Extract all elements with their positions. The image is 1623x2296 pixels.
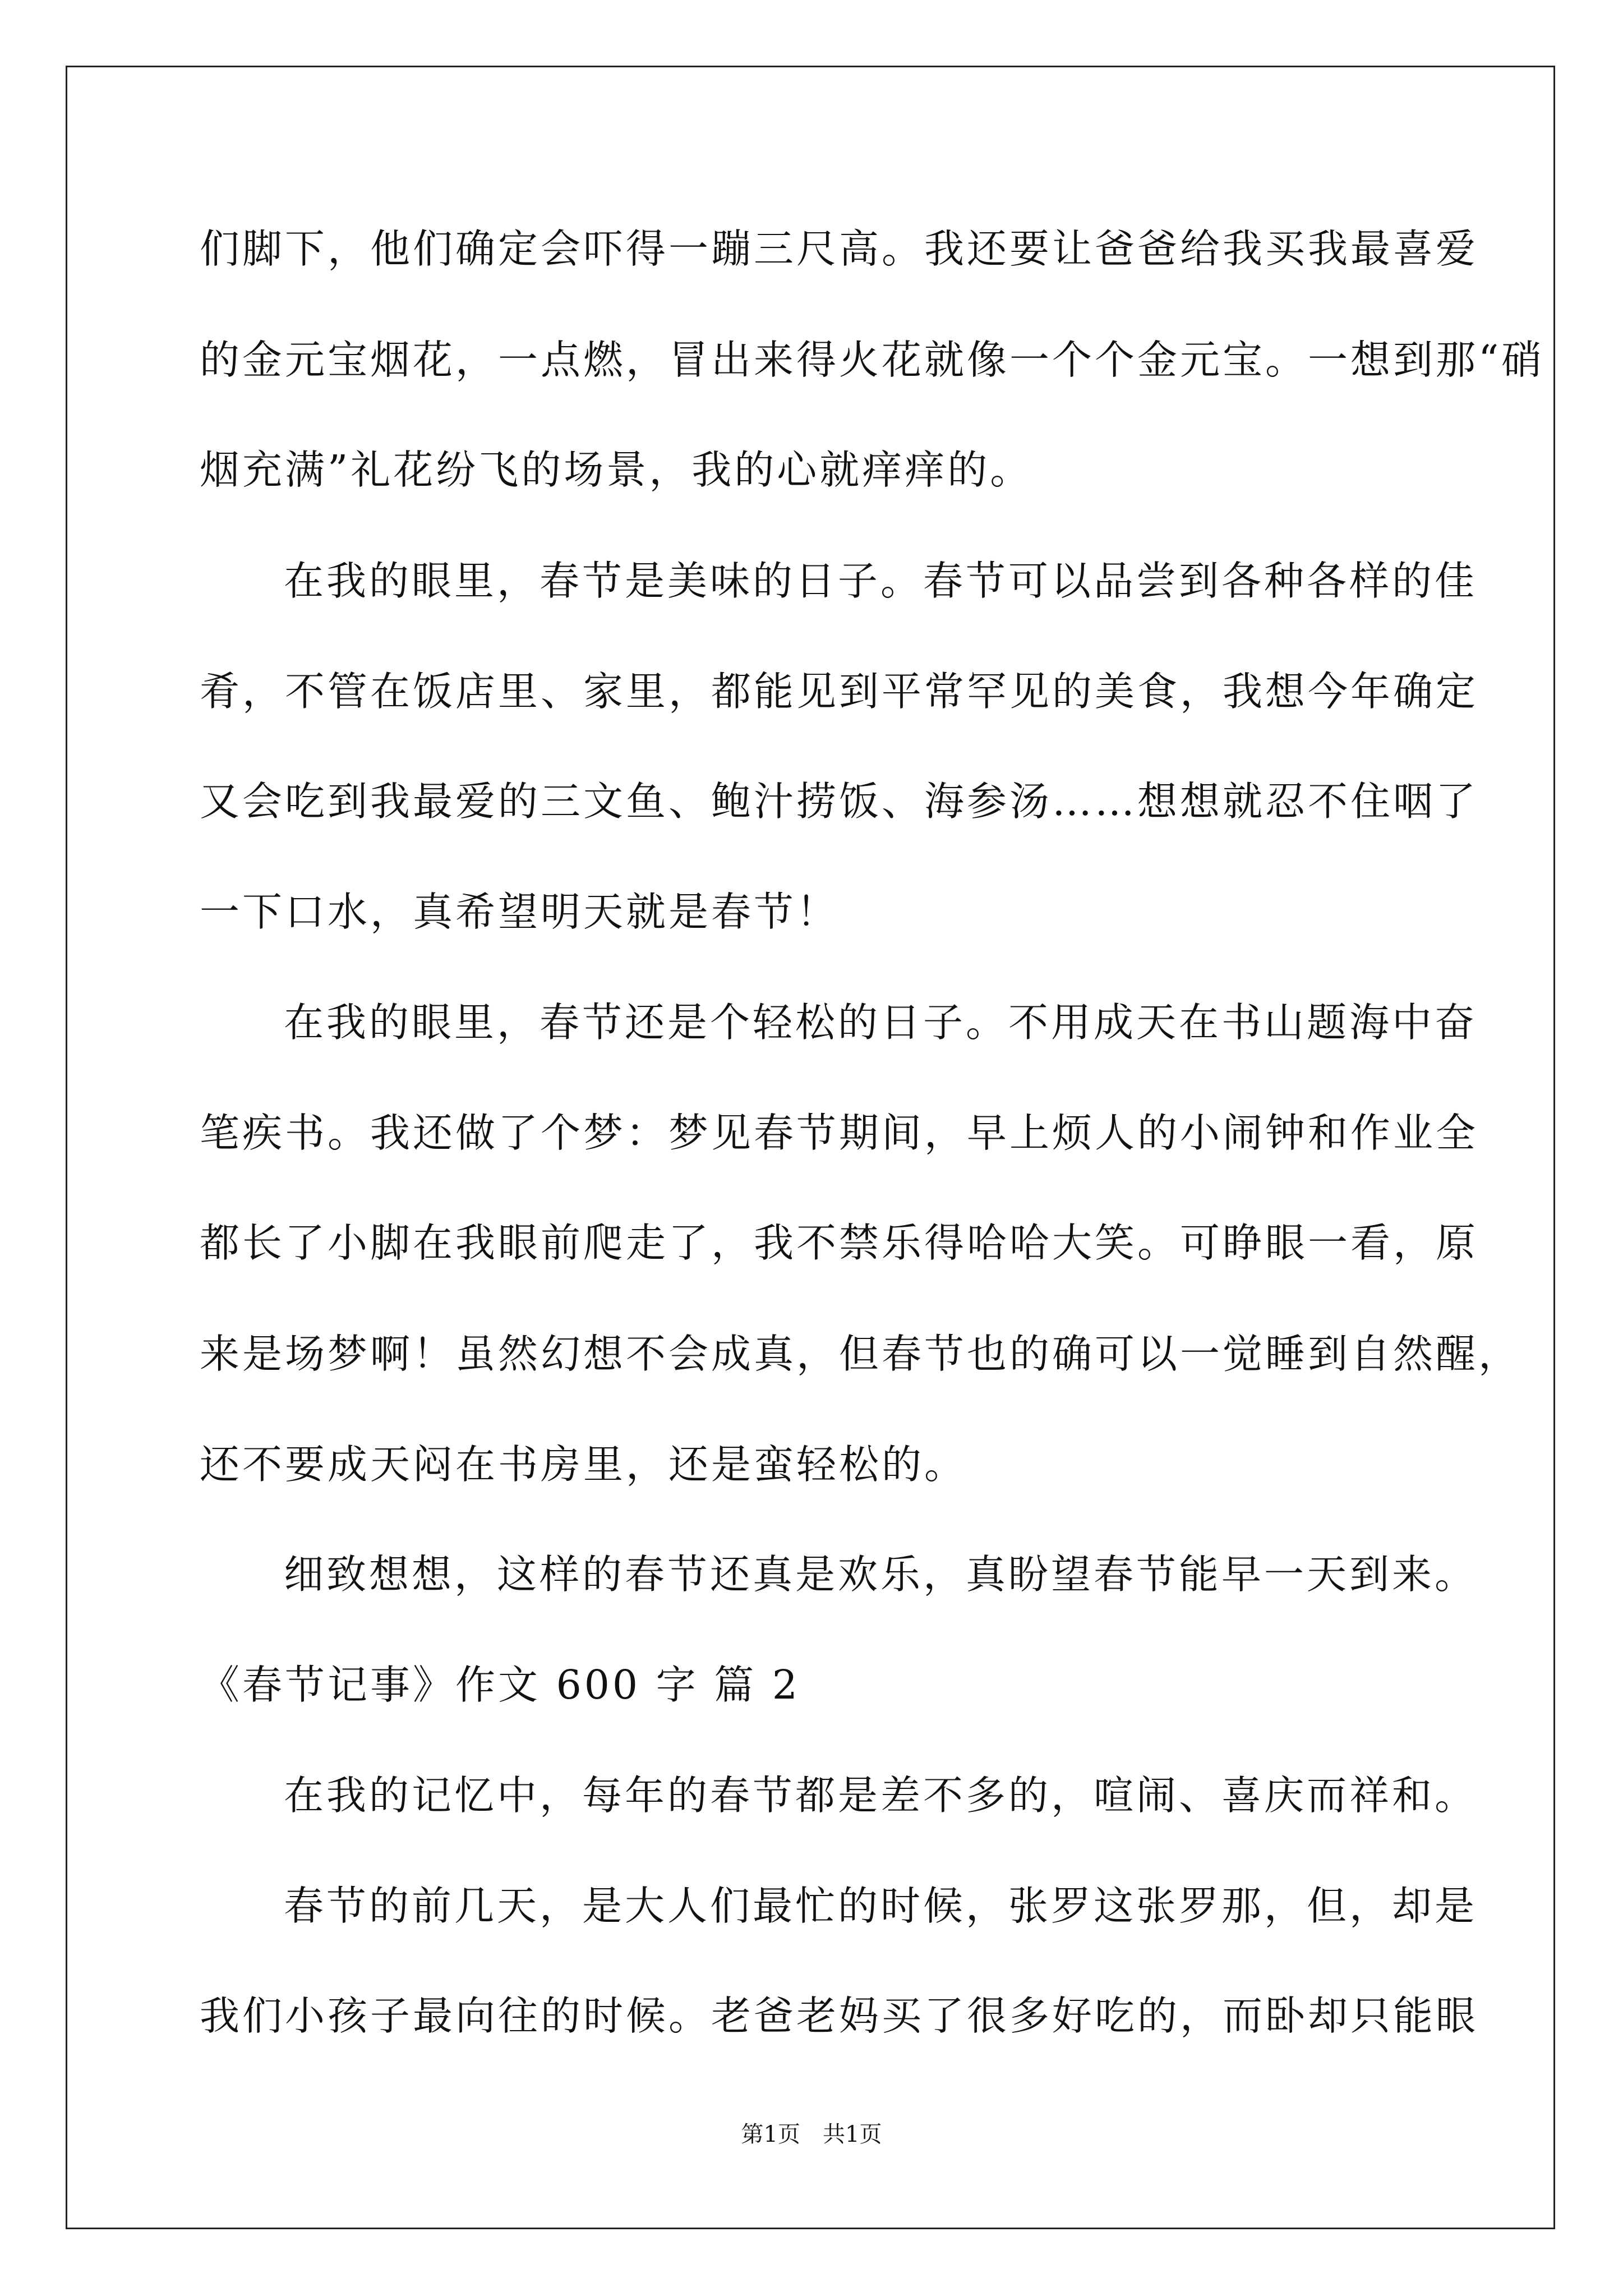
paragraph-line: 们脚下，他们确定会吓得一蹦三尺高。我还要让爸爸给我买我最喜爱 xyxy=(200,226,1479,272)
paragraph-line: 细致想想，这样的春节还真是欢乐，真盼望春节能早一天到来。 xyxy=(284,1551,1478,1598)
paragraph-line: 一下口水，真希望明天就是春节！ xyxy=(200,889,840,935)
paragraph-line: 又会吃到我最爱的三文鱼、鲍汁捞饭、海参汤……想想就忍不住咽了 xyxy=(200,778,1479,825)
paragraph-line: 的金元宝烟花，一点燃，冒出来得火花就像一个个金元宝。一想到那“硝 xyxy=(200,337,1544,383)
paragraph-line: 烟充满”礼花纷飞的场景，我的心就痒痒的。 xyxy=(200,447,1033,493)
paragraph-line: 在我的眼里，春节是美味的日子。春节可以品尝到各种各样的佳 xyxy=(284,558,1478,604)
paragraph-line: 来是场梦啊！虽然幻想不会成真，但春节也的确可以一觉睡到自然醒， xyxy=(200,1331,1521,1377)
paragraph-line: 还不要成天闷在书房里，还是蛮轻松的。 xyxy=(200,1441,967,1488)
section-heading: 《春节记事》作文 600 字 篇 2 xyxy=(200,1662,800,1708)
paragraph-line: 我们小孩子最向往的时候。老爸老妈买了很多好吃的，而卧却只能眼 xyxy=(200,1993,1479,2039)
paragraph-line: 在我的记忆中，每年的春节都是差不多的，喧闹、喜庆而祥和。 xyxy=(284,1772,1478,1819)
paragraph-line: 在我的眼里，春节还是个轻松的日子。不用成天在书山题海中奋 xyxy=(284,999,1478,1046)
paragraph-line: 肴，不管在饭店里、家里，都能见到平常罕见的美食，我想今年确定 xyxy=(200,668,1479,715)
page-number-footer: 第1页 共1页 xyxy=(741,2122,882,2147)
paragraph-line: 都长了小脚在我眼前爬走了，我不禁乐得哈哈大笑。可睁眼一看，原 xyxy=(200,1220,1479,1266)
paragraph-line: 笔疾书。我还做了个梦：梦见春节期间，早上烦人的小闹钟和作业全 xyxy=(200,1110,1479,1156)
paragraph-line: 春节的前几天，是大人们最忙的时候，张罗这张罗那，但，却是 xyxy=(284,1883,1478,1929)
